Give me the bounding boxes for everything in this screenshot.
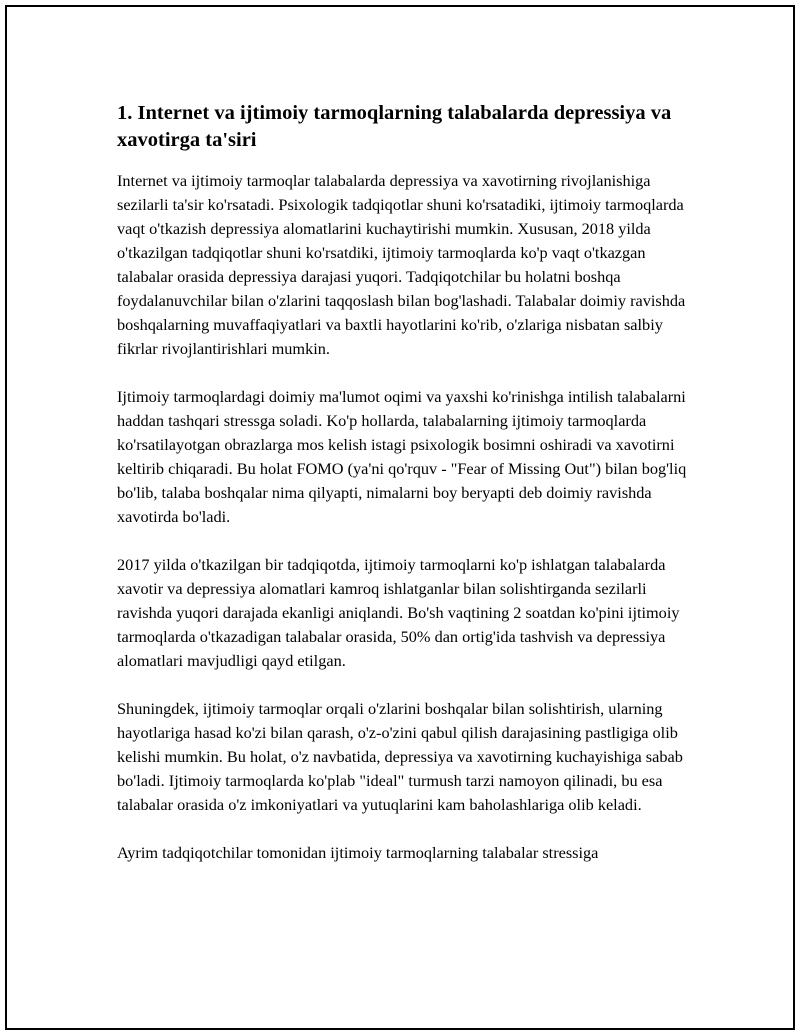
paragraph-1: Internet va ijtimoiy tarmoqlar talabalarda depressiya va xavotirning rivojlanishiga sezilarli ta'sir ko'rsatadi. Psixologik tadqiqotlar shuni ko'rsatadiki, ijtimoiy tarmoqlarda vaqt o'tkazish depressiya alomatlarini kuchaytirishi mumkin. Xususan, 2018 yilda o'tkazilgan tadqiqotlar shuni ko'rsatdiki, ijtimoiy tarmoqlarda ko'p vaqt o'tkazgan talabalar orasida depressiya darajasi yuqori. Tadqiqotchilar bu holatni boshqa foydalanuvchilar bilan o'zlarini taqqoslash bilan bog'lashadi. Talabalar doimiy ravishda boshqalarning muvaffaqiyatlari va baxtli hayotlarini ko'rib, o'zlariga nisbatan salbiy fikrlar rivojlantirishlari mumkin. xyxy=(117,171,686,358)
paragraph-3: 2017 yilda o'tkazilgan bir tadqiqotda, ijtimoiy tarmoqlarni ko'p ishlatgan talabalarda xavotir va depressiya alomatlari kamroq ishlatganlar bilan solishtirganda sezilarli ravishda yuqori darajada ekanligi aniqlandi. Bo'sh vaqtining 2 soatdan ko'pini ijtimoiy tarmoqlarda o'tkazadigan talabalar orasida, 50% dan ortig'ida tashvish va depressiya alomatlari mavjudligi qayd etilgan. xyxy=(117,555,680,670)
paragraph-2: Ijtimoiy tarmoqlardagi doimiy ma'lumot oqimi va yaxshi ko'rinishga intilish talabalarni haddan tashqari stressga soladi. Ko'p hollarda, talabalarning ijtimoiy tarmoqlarda ko'rsatilayotgan obrazlarga mos kelish istagi psixologik bosimni oshiradi va xavotirni keltirib chiqaradi. Bu holat FOMO (ya'ni qo'rquv - "Fear of Missing Out") bilan bog'liq bo'lib, talaba boshqalar nima qilyapti, nimalarni boy beryapti deb doimiy ravishda xavotirda bo'ladi. xyxy=(117,387,687,526)
page-frame xyxy=(5,5,795,1030)
paragraph-4: Shuningdek, ijtimoiy tarmoqlar orqali o'zlarini boshqalar bilan solishtirish, ularning hayotlariga hasad ko'zi bilan qarash, o'z-o'zini qabul qilish darajasining pastligiga olib kelishi mumkin. Bu holat, o'z navbatida, depressiya va xavotirning kuchayishiga sabab bo'ladi. Ijtimoiy tarmoqlarda ko'plab "ideal" turmush tarzi namoyon qilinadi, bu esa talabalar orasida o'z imkoniyatlari va yutuqlarini kam baholashlariga olib keladi. xyxy=(117,699,683,814)
section-heading: 1. Internet va ijtimoiy tarmoqlarning talabalarda depressiya va xavotirga ta'siri xyxy=(117,102,672,151)
document-body xyxy=(117,100,697,889)
paragraph-5: Ayrim tadqiqotchilar tomonidan ijtimoiy tarmoqlarning talabalar stressiga xyxy=(117,843,599,862)
